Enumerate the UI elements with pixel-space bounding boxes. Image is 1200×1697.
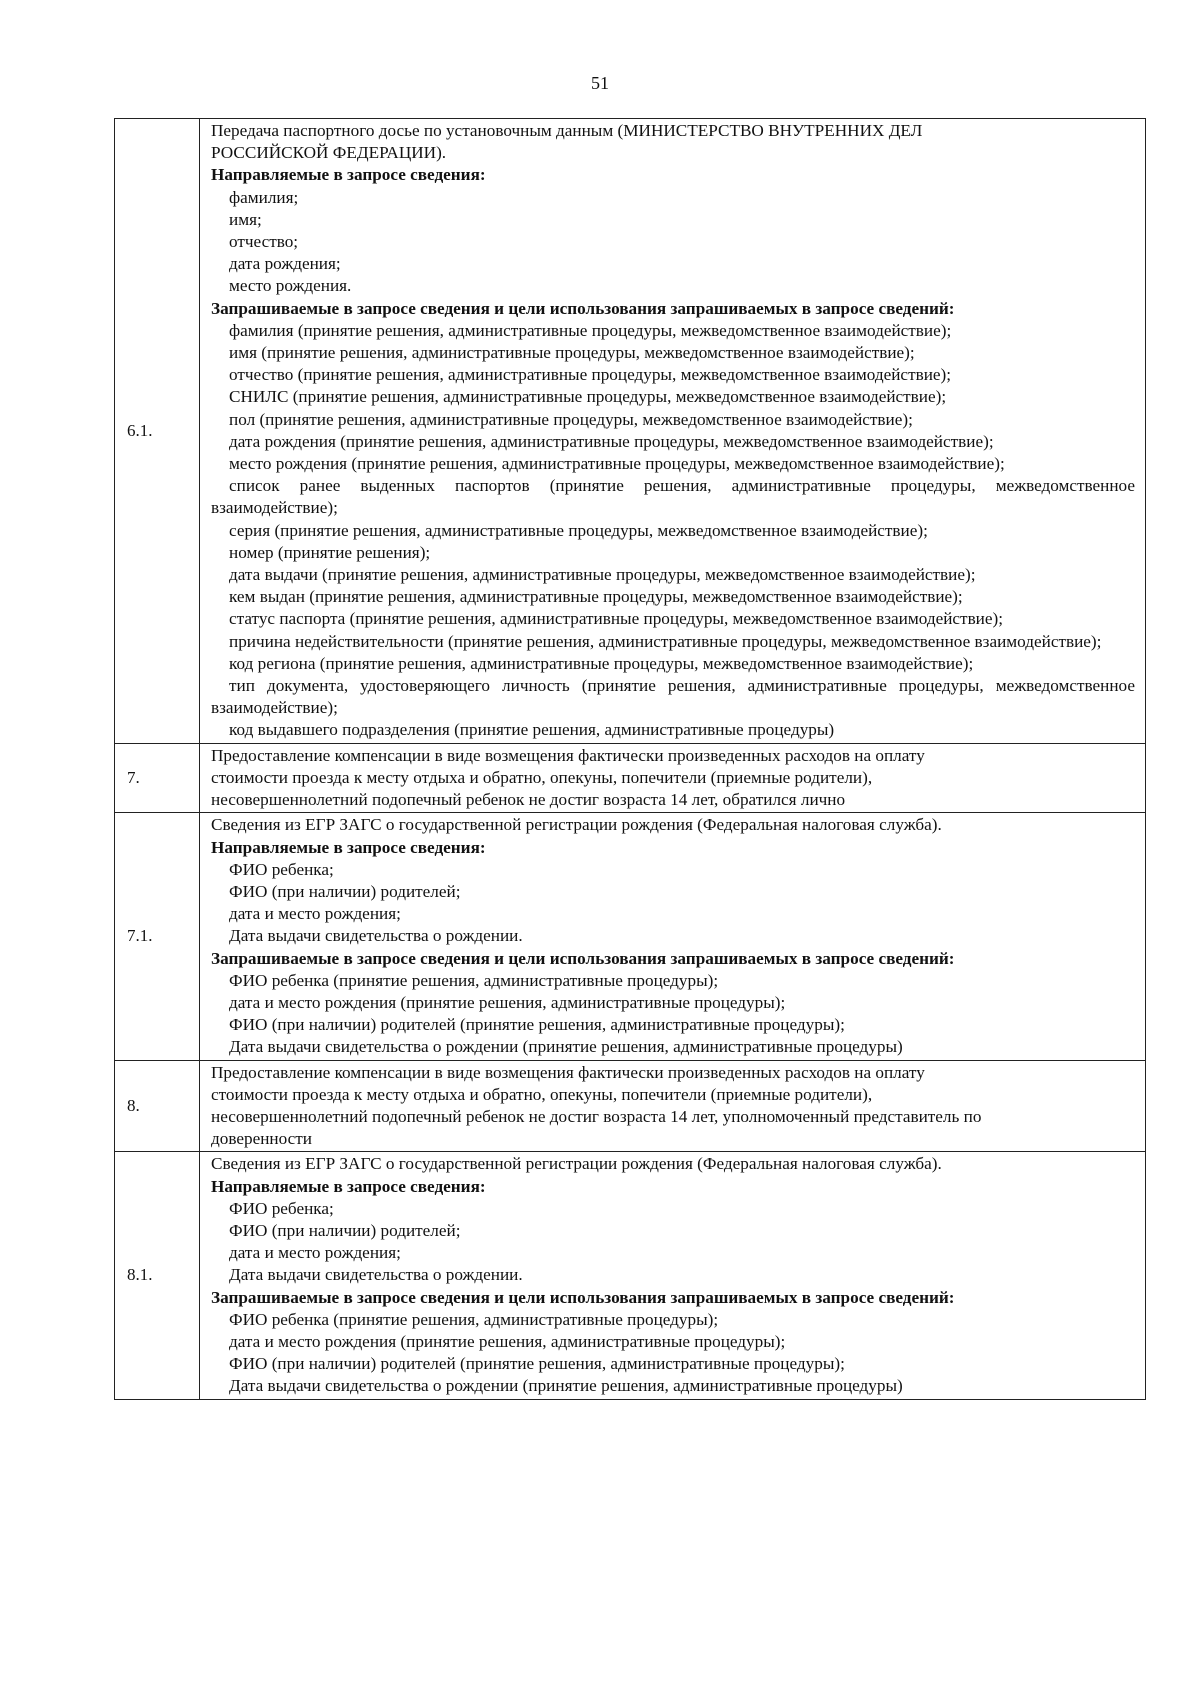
list-item: имя; <box>229 209 262 229</box>
list-item: дата рождения (принятие решения, административные процедуры, межведомственное взаимодействие); <box>229 431 994 451</box>
list-item: серия (принятие решения, административные процедуры, межведомственное взаимодействие); <box>229 520 928 540</box>
list-item: код региона (принятие решения, административные процедуры, межведомственное взаимодействие); <box>229 653 974 673</box>
list-item: Дата выдачи свидетельства о рождении. <box>229 1265 523 1285</box>
list-item: место рождения. <box>229 276 352 296</box>
list-item: дата и место рождения (принятие решения, административные процедуры); <box>229 1331 786 1351</box>
row-content <box>200 743 1146 813</box>
list-item: дата и место рождения; <box>229 1243 401 1263</box>
page-number: 51 <box>591 73 609 93</box>
list-item: Дата выдачи свидетельства о рождении. <box>229 926 523 946</box>
service-title: несовершеннолетний подопечный ребенок не достиг возраста 14 лет, уполномоченный представитель по <box>211 1106 982 1126</box>
service-title: Предоставление компенсации в виде возмещения фактически произведенных расходов на оплату <box>211 745 925 765</box>
service-title: стоимости проезда к месту отдыха и обратно, опекуны, попечители (приемные родители), <box>211 767 873 787</box>
list-item: ФИО ребенка (принятие решения, административные процедуры); <box>229 970 719 990</box>
list-item: причина недействительности (принятие решения, административные процедуры, межведомственное взаимодействие); <box>229 631 1102 651</box>
list-item: Дата выдачи свидетельства о рождении (принятие решения, административные процедуры) <box>229 1376 903 1396</box>
request-title: Передача паспортного досье по установочным данным (МИНИСТЕРСТВО ВНУТРЕННИХ ДЕЛ <box>211 121 923 140</box>
row-number: 7.1. <box>115 813 200 1060</box>
list-item: ФИО (при наличии) родителей (принятие решения, административные процедуры); <box>229 1015 845 1035</box>
service-title: Предоставление компенсации в виде возмещения фактически произведенных расходов на оплату <box>211 1062 925 1082</box>
row-content <box>200 813 1146 1060</box>
list-item: фамилия (принятие решения, административные процедуры, межведомственное взаимодействие); <box>229 320 952 340</box>
table-row <box>115 743 1146 813</box>
requests-table <box>114 118 1146 1400</box>
list-item: ФИО ребенка; <box>229 859 334 879</box>
list-item: пол (принятие решения, административные процедуры, межведомственное взаимодействие); <box>229 409 913 429</box>
list-item: ФИО (при наличии) родителей; <box>229 881 461 901</box>
sent-heading: Направляемые в запросе сведения: <box>211 165 486 185</box>
list-item: кем выдан (принятие решения, административные процедуры, межведомственное взаимодействие); <box>229 587 963 607</box>
service-title: стоимости проезда к месту отдыха и обратно, опекуны, попечители (приемные родители), <box>211 1084 873 1104</box>
list-item: дата и место рождения (принятие решения, административные процедуры); <box>229 992 786 1012</box>
table-row <box>115 1152 1146 1399</box>
request-title: Сведения из ЕГР ЗАГС о государственной регистрации рождения (Федеральная налоговая служба). <box>211 815 942 835</box>
sent-heading: Направляемые в запросе сведения: <box>211 837 486 857</box>
service-title: несовершеннолетний подопечный ребенок не достиг возраста 14 лет, обратился лично <box>211 790 846 810</box>
sent-heading: Направляемые в запросе сведения: <box>211 1176 486 1196</box>
list-item: место рождения (принятие решения, административные процедуры, межведомственное взаимодействие); <box>229 454 1005 474</box>
list-item: список ранее выденных паспортов (принятие решения, административные процедуры, межведомственное взаимодействие); <box>211 476 1135 518</box>
list-item: ФИО ребенка; <box>229 1198 334 1218</box>
table-row <box>115 813 1146 1060</box>
list-item: тип документа, удостоверяющего личность (принятие решения, административные процедуры, межведомственное взаимодействие); <box>211 676 1135 718</box>
table-row <box>115 1060 1146 1152</box>
list-item: Дата выдачи свидетельства о рождении (принятие решения, административные процедуры) <box>229 1037 903 1057</box>
list-item: код выдавшего подразделения (принятие решения, административные процедуры) <box>229 720 835 740</box>
row-number: 8. <box>115 1060 200 1152</box>
list-item: номер (принятие решения); <box>229 542 431 562</box>
service-title: доверенности <box>211 1129 312 1149</box>
list-item: статус паспорта (принятие решения, административные процедуры, межведомственное взаимодействие); <box>229 609 1004 629</box>
row-content <box>200 1152 1146 1399</box>
row-content <box>200 119 1146 744</box>
row-content <box>200 1060 1146 1152</box>
table-row <box>115 119 1146 744</box>
requested-heading: Запрашиваемые в запросе сведения и цели использования запрашиваемых в запросе сведений: <box>211 948 955 968</box>
requested-heading: Запрашиваемые в запросе сведения и цели использования запрашиваемых в запросе сведений: <box>211 1287 955 1307</box>
list-item: ФИО ребенка (принятие решения, административные процедуры); <box>229 1309 719 1329</box>
list-item: отчество (принятие решения, административные процедуры, межведомственное взаимодействие); <box>229 365 952 385</box>
list-item: отчество; <box>229 232 299 252</box>
list-item: ФИО (при наличии) родителей (принятие решения, административные процедуры); <box>229 1354 845 1374</box>
list-item: дата и место рождения; <box>229 904 401 924</box>
list-item: ФИО (при наличии) родителей; <box>229 1220 461 1240</box>
requested-heading: Запрашиваемые в запросе сведения и цели использования запрашиваемых в запросе сведений: <box>211 298 955 318</box>
list-item: СНИЛС (принятие решения, административные процедуры, межведомственное взаимодействие); <box>229 387 947 407</box>
row-number: 8.1. <box>115 1152 200 1399</box>
row-number: 7. <box>115 743 200 813</box>
request-title: Сведения из ЕГР ЗАГС о государственной регистрации рождения (Федеральная налоговая служба). <box>211 1154 942 1174</box>
list-item: дата рождения; <box>229 254 341 274</box>
row-number: 6.1. <box>115 119 200 744</box>
request-title: РОССИЙСКОЙ ФЕДЕРАЦИИ). <box>211 143 447 163</box>
list-item: имя (принятие решения, административные процедуры, межведомственное взаимодействие); <box>229 343 915 363</box>
list-item: дата выдачи (принятие решения, административные процедуры, межведомственное взаимодействие); <box>229 565 976 585</box>
list-item: фамилия; <box>229 187 299 207</box>
